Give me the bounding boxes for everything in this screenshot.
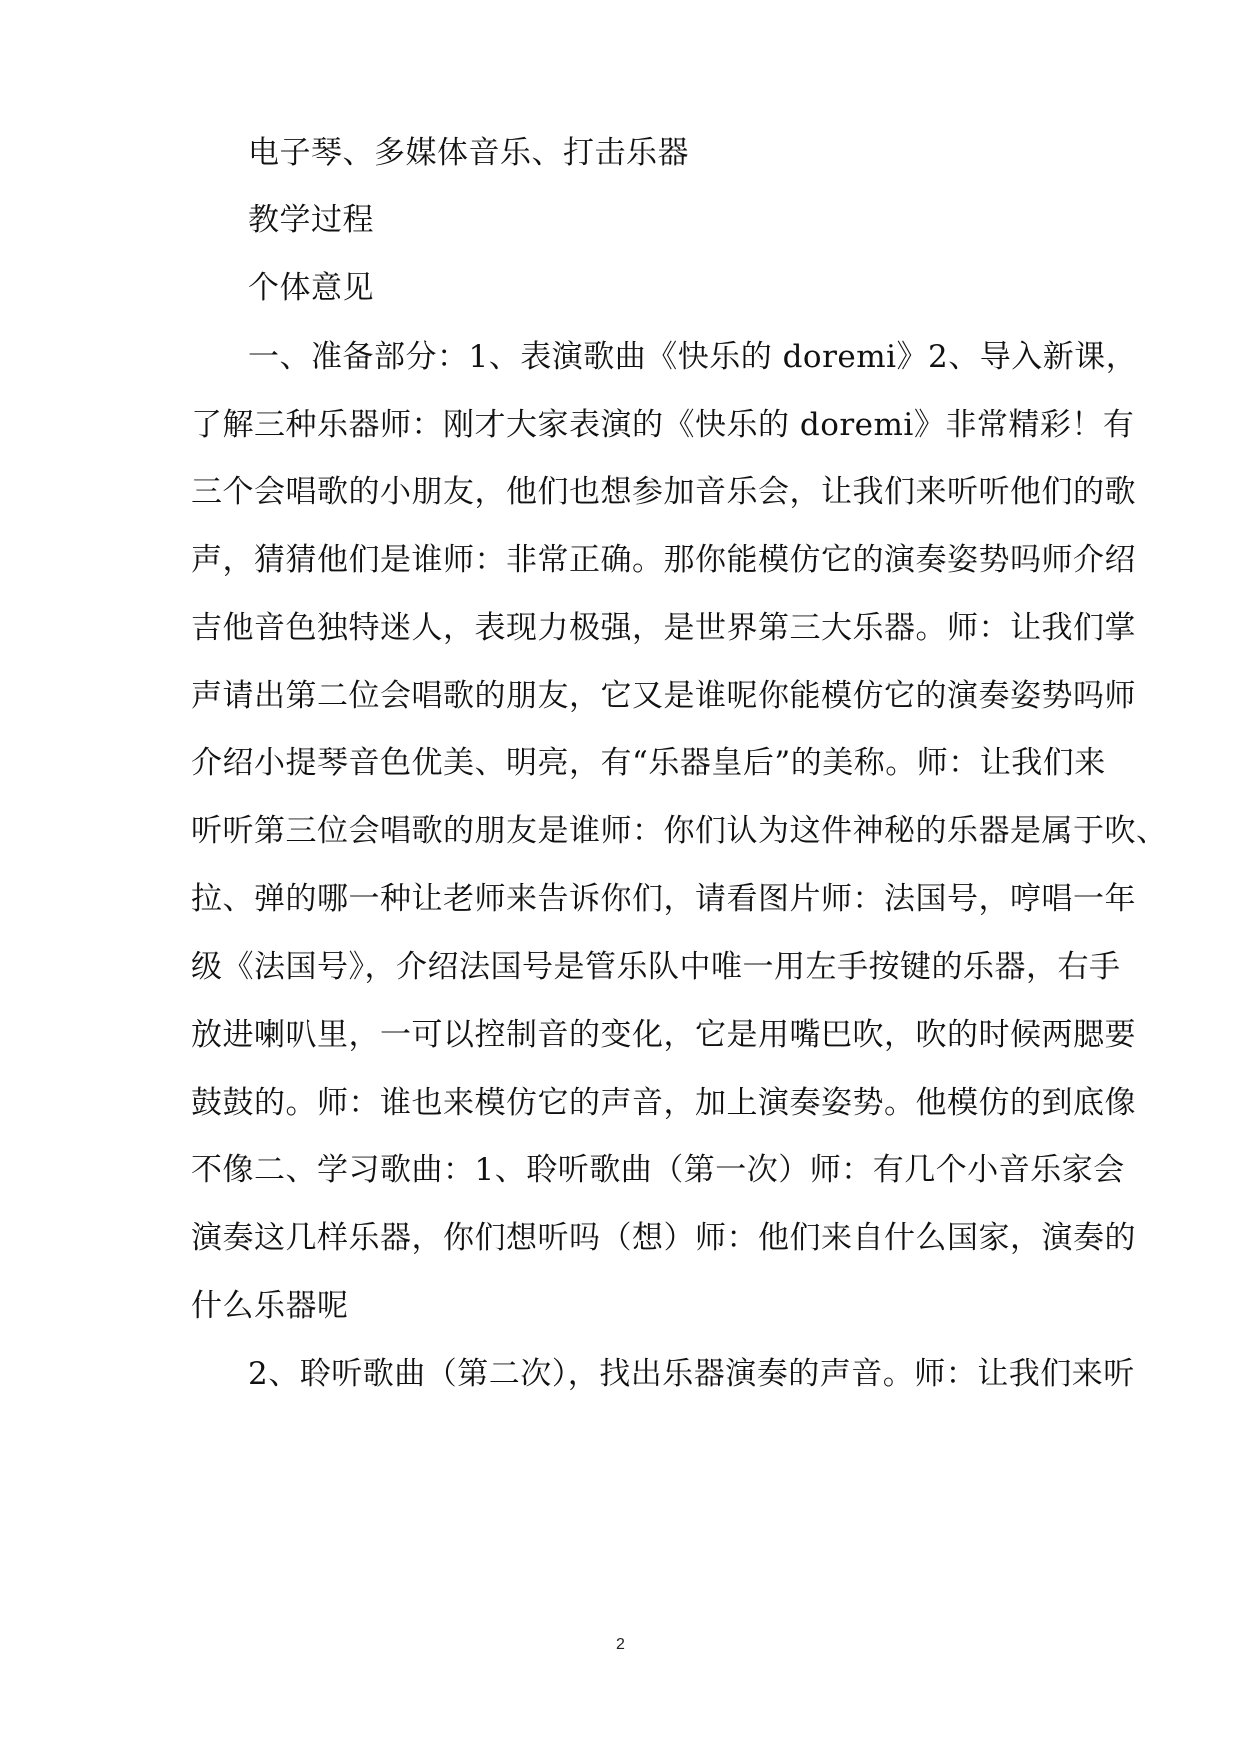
- text-line-1: 电子琴、多媒体音乐、打击乐器: [248, 135, 689, 171]
- text-line-4: 一、准备部分：1、表演歌曲《快乐的 doremi》2、导入新课，: [248, 339, 1138, 375]
- page-number: 2: [616, 1636, 625, 1653]
- text-line-6: 三个会唱歌的小朋友，他们也想参加音乐会，让我们来听听他们的歌: [191, 474, 1136, 510]
- text-line-14: 放进喇叭里，一可以控制音的变化，它是用嘴巴吹，吹的时候两腮要: [191, 1017, 1136, 1053]
- text-line-9: 声请出第二位会唱歌的朋友，它又是谁呢你能模仿它的演奏姿势吗师: [191, 678, 1136, 714]
- text-line-7: 声，猜猜他们是谁师：非常正确。那你能模仿它的演奏姿势吗师介绍: [191, 542, 1136, 578]
- text-line-11: 听听第三位会唱歌的朋友是谁师：你们认为这件神秘的乐器是属于吹、: [191, 813, 1168, 849]
- text-line-19: 2、聆听歌曲（第二次），找出乐器演奏的声音。师：让我们来听: [248, 1356, 1135, 1392]
- text-line-10: 介绍小提琴音色优美、明亮，有“乐器皇后”的美称。师：让我们来: [191, 745, 1106, 781]
- text-line-18: 什么乐器呢: [191, 1288, 349, 1324]
- text-line-12: 拉、弹的哪一种让老师来告诉你们，请看图片师：法国号，哼唱一年: [191, 881, 1136, 917]
- text-line-8: 吉他音色独特迷人，表现力极强，是世界第三大乐器。师：让我们掌: [191, 610, 1136, 646]
- text-line-13: 级《法国号》，介绍法国号是管乐队中唯一用左手按键的乐器，右手: [191, 949, 1121, 985]
- text-line-17: 演奏这几样乐器，你们想听吗（想）师：他们来自什么国家，演奏的: [191, 1220, 1136, 1256]
- text-line-2: 教学过程: [248, 202, 374, 238]
- text-line-5: 了解三种乐器师：刚才大家表演的《快乐的 doremi》非常精彩！有: [191, 407, 1135, 443]
- text-line-3: 个体意见: [248, 270, 374, 306]
- text-line-15: 鼓鼓的。师：谁也来模仿它的声音，加上演奏姿势。他模仿的到底像: [191, 1085, 1136, 1121]
- text-line-16: 不像二、学习歌曲：1、聆听歌曲（第一次）师：有几个小音乐家会: [191, 1152, 1125, 1188]
